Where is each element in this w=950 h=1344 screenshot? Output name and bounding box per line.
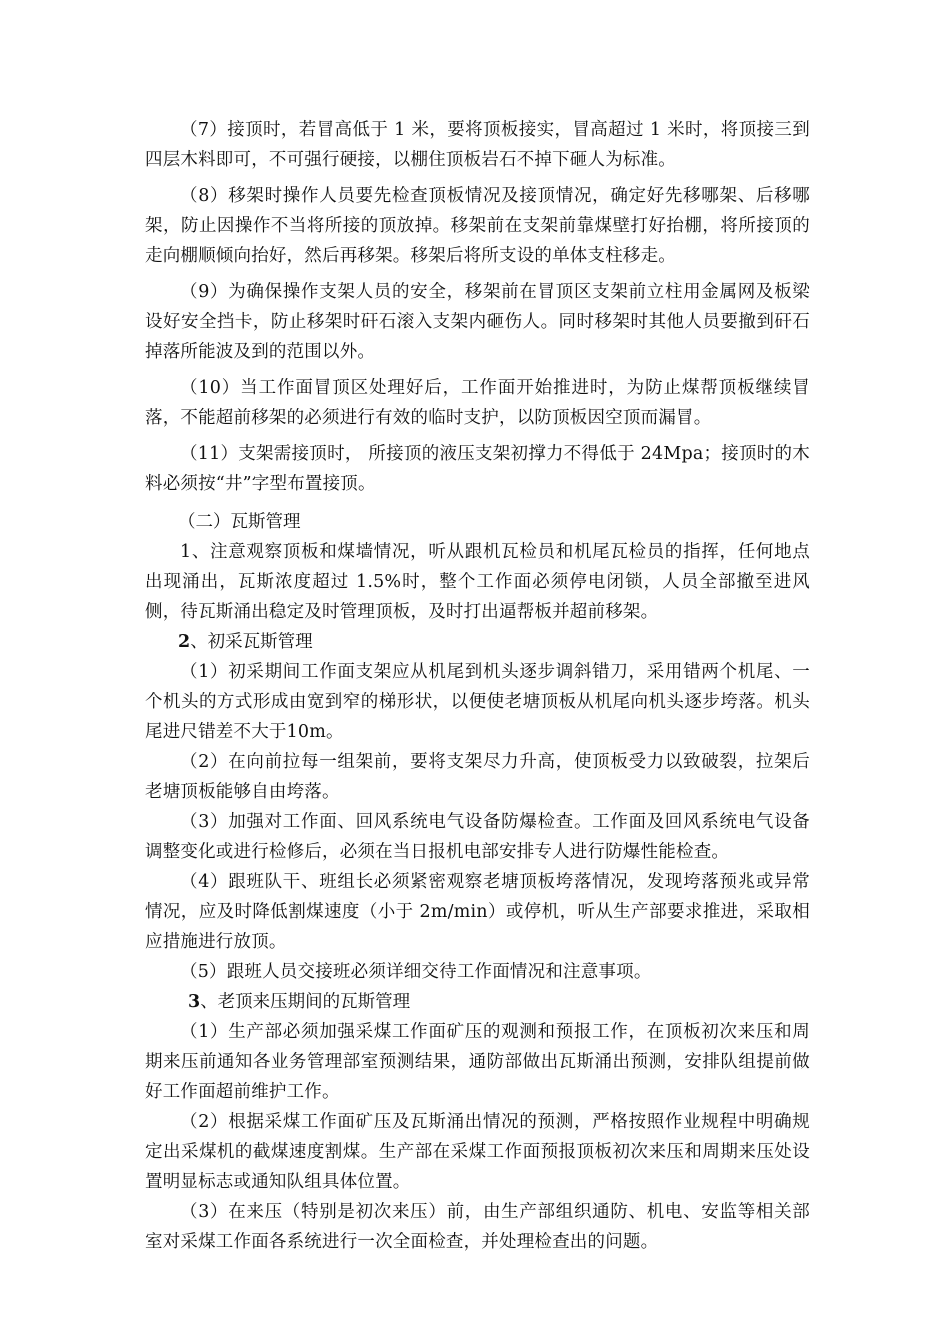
initial-mining-item-1: （1）初采期间工作面支架应从机尾到机头逐步调斜错刀，采用错两个机尾、一个机头的方式形成由宽到窄的梯形状，以便使老塘顶板从机尾向机头逐步垮落。机头尾进尺错差不大于10m。 [145, 662, 810, 742]
paragraph-item-7: （7）接顶时，若冒高低于 1 米，要将顶板接实，冒高超过 1 米时，将顶接三到四层木料即可，不可强行硬接，以棚住顶板岩石不掉下砸人为标准。 [145, 120, 810, 170]
paragraph-item-9: （9）为确保操作支架人员的安全，移架前在冒顶区支架前立柱用金属网及板梁设好安全挡卡，防止移架时矸石滚入支架内砸伤人。同时移架时其他人员要撤到矸石掉落所能波及到的范围以外。 [145, 282, 810, 362]
subsection-title: 、老顶来压期间的瓦斯管理 [200, 992, 411, 1012]
subsection-number: 2 [178, 632, 191, 652]
paragraph-item-8: （8）移架时操作人员要先检查顶板情况及接顶情况，确定好先移哪架、后移哪架，防止因操作不当将所接的顶放掉。移架前在支架前靠煤壁打好抬棚，将所接顶的走向棚顺倾向抬好，然后再移架。移架后将所支设的单体支柱移走。 [145, 186, 810, 266]
initial-mining-item-5: （5）跟班人员交接班必须详细交待工作面情况和注意事项。 [180, 962, 652, 982]
initial-mining-item-4: （4）跟班队干、班组长必须紧密观察老塘顶板垮落情况，发现垮落预兆或异常情况，应及时降低割煤速度（小于 2m/min）或停机，听从生产部要求推进，采取相应措施进行放顶。 [145, 872, 810, 952]
section-heading-gas-management: （二）瓦斯管理 [178, 512, 301, 532]
initial-mining-item-3: （3）加强对工作面、回风系统电气设备防爆检查。工作面及回风系统电气设备调整变化或进行检修后，必须在当日报机电部安排专人进行防爆性能检查。 [145, 812, 810, 862]
subsection-heading-initial-mining [178, 627, 313, 657]
subsection-number: 3 [188, 992, 201, 1012]
subsection-title: 、初采瓦斯管理 [190, 632, 313, 652]
paragraph-item-11: （11）支架需接顶时， 所接顶的液压支架初撑力不得低于 24Mpa；接顶时的木料必须按“井”字型布置接顶。 [145, 444, 810, 494]
subsection-heading-roof-pressure [188, 987, 410, 1017]
gas-item-1: 1、注意观察顶板和煤墙情况，听从跟机瓦检员和机尾瓦检员的指挥，任何地点出现涌出，瓦斯浓度超过 1.5%时，整个工作面必须停电闭锁，人员全部撤至进风侧，待瓦斯涌出稳定及时管理顶板，及时打出逼帮板并超前移架。 [145, 542, 810, 622]
roof-pressure-item-3: （3）在来压（特别是初次来压）前，由生产部组织通防、机电、安监等相关部室对采煤工作面各系统进行一次全面检查，并处理检查出的问题。 [145, 1202, 810, 1252]
initial-mining-item-2: （2）在向前拉每一组架前，要将支架尽力升高，使顶板受力以致破裂，拉架后老塘顶板能够自由垮落。 [145, 752, 810, 802]
roof-pressure-item-1: （1）生产部必须加强采煤工作面矿压的观测和预报工作，在顶板初次来压和周期来压前通知各业务管理部室预测结果，通防部做出瓦斯涌出预测，安排队组提前做好工作面超前维护工作。 [145, 1022, 810, 1102]
roof-pressure-item-2: （2）根据采煤工作面矿压及瓦斯涌出情况的预测，严格按照作业规程中明确规定出采煤机的截煤速度割煤。生产部在采煤工作面预报顶板初次来压和周期来压处设置明显标志或通知队组具体位置。 [145, 1112, 810, 1192]
paragraph-item-10: （10）当工作面冒顶区处理好后，工作面开始推进时，为防止煤帮顶板继续冒落，不能超前移架的必须进行有效的临时支护，以防顶板因空顶而漏冒。 [145, 378, 810, 428]
